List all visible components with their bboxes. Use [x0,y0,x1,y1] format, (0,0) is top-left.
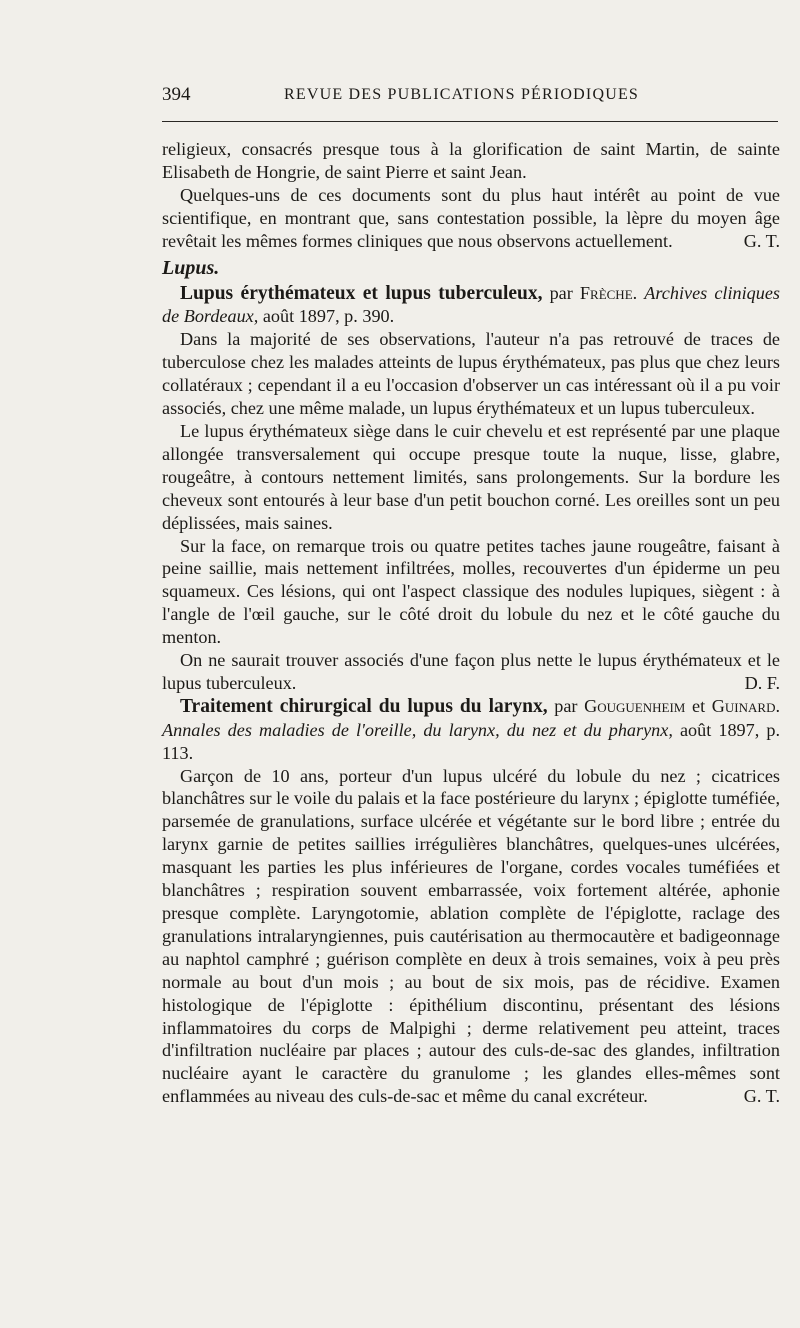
article-2-paragraph-1-text: Garçon de 10 ans, porteur d'un lupus ulcéré du lobule du nez ; cicatrices blanchâtres sur le voile du palais et la face postérieure du larynx ; épiglotte tuméfiée, parsemée de granulations, surface ulcérée et végétante sur le bord libre ; entrée du larynx garnie de petites saillies irrégulières blanchâtres, quelques-unes ulcérées, masquant les parties les plus inférieures de l'organe, cordes vocales tuméfiées et blanchâtres ; respiration souvent embarrassée, voix fortement altérée, aphonie presque complète. Laryngotomie, ablation complète de l'épiglotte, raclage des granulations intralaryngiennes, puis cautérisation au thermocautère et badigeonnage au naphtol camphré ; guérison complète en deux à trois semaines, voix à peu près normale au bout d'un mois ; au bout de six mois, pas de récidive. Examen histologique de l'épiglotte : épithélium discontinu, présentant des lésions inflammatoires du corps de Malpighi ; derme relativement peu atteint, traces d'infiltration nucléaire par places ; autour des culs-de-sac des glandes, infiltration nucléaire ayant le caractère du granulome ; les glandes elles-mêmes sont enflammées au niveau des culs-de-sac et même du canal excréteur. [162,765,780,1107]
article-2-heading [162,695,780,765]
article-2-paragraph-1 [162,765,780,1109]
by-text: par [542,282,580,303]
separator: . [632,282,645,303]
and-text: et [685,695,712,716]
running-title: REVUE DES PUBLICATIONS PÉRIODIQUES [284,86,640,103]
page-number: 394 [162,84,191,105]
signature: G. T. [743,1086,780,1107]
section-heading: Lupus. [162,256,220,279]
separator: . [775,695,780,716]
by-text: par [547,695,585,716]
article-1-paragraph-4-text: On ne saurait trouver associés d'une façon plus nette le lupus érythémateux et le lupus tuberculeux. [162,650,780,693]
journal-name: Archives cliniques de Bordeaux, [162,282,780,327]
article-1-paragraph-3: Sur la face, on remarque trois ou quatre petites taches jaune rougeâtre, faisant à peine saillie, mais nettement infiltrées, molles, recouvertes d'un épiderme un peu squameux. Ces lésions, qui ont l'aspect classique des nodules lupiques, siègent : à l'angle de l'œil gauche, sur le côté droit du lobule du nez et le côté gauche du menton. [162,535,780,648]
citation: août 1897, p. 113. [162,719,780,763]
article-1-paragraph-4 [162,649,780,695]
page-header [162,84,782,112]
journal-name: Annales des maladies de l'oreille, du larynx, du nez et du pharynx, [162,719,673,740]
body-text [162,138,780,1108]
citation: août 1897, p. 390. [258,306,395,327]
author-name: Guinard [711,695,776,716]
article-1-heading [162,282,780,329]
author-name: Gouguenheim [584,695,686,716]
article-title: Traitement chirurgical du lupus du larynx, [180,695,548,717]
signature: D. F. [744,672,780,693]
author-name: Frèche [579,282,633,303]
intro-paragraph-2 [162,184,780,253]
article-1-paragraph-2: Le lupus érythémateux siège dans le cuir chevelu et est représenté par une plaque allongée transversalement qui occupe presque toute la nuque, lisse, glabre, rougeâtre, à contours nettement limités, sans prolongements. Sur la bordure les cheveux sont entourés à leur base d'un petit bouchon corné. Les oreilles sont un peu déplissées, mais saines. [162,420,780,533]
article-1-paragraph-1: Dans la majorité de ses observations, l'auteur n'a pas retrouvé de traces de tuberculose chez les malades atteints de lupus érythémateux, pas plus que chez leurs collatéraux ; cependant il a eu l'occasion d'observer un cas intéressant où il a pu voir associés, chez une même malade, un lupus érythémateux et un lupus tuberculeux. [162,329,780,419]
header-rule [162,121,778,122]
intro-paragraph-2-text: Quelques-uns de ces documents sont du plus haut intérêt au point de vue scientifique, en montrant que, sans contestation possible, la lèpre du moyen âge revêtait les mêmes formes cliniques que nous observons actuellement. [162,184,780,251]
article-title: Lupus érythémateux et lupus tuberculeux, [180,282,543,304]
intro-paragraph-1: religieux, consacrés presque tous à la glorification de saint Martin, de sainte Elisabeth de Hongrie, de saint Pierre et saint Jean. [162,139,780,182]
signature: G. T. [743,230,780,251]
